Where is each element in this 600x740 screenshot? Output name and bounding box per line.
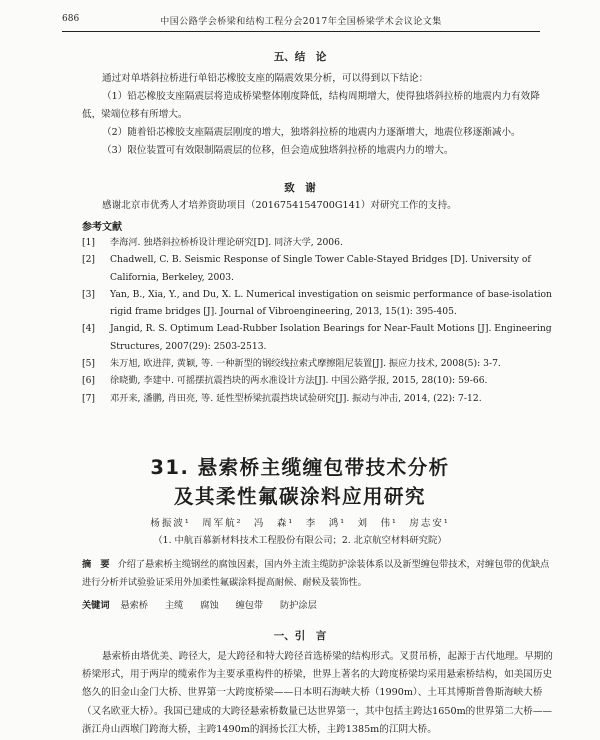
introduction-body <box>82 648 556 739</box>
keyword: 缠包带 <box>235 600 264 611</box>
reference-item: [3] Yan, B., Xia, Y., and Du, X. L. Numerical investigation on seismic performance of base-isolation rigid frame bridges [J]. Journal of Vibroengineering, 2013, 15(1): 395-405. <box>82 288 552 318</box>
acknowledgement-title: 致 谢 <box>284 182 316 194</box>
keyword: 防护涂层 <box>280 600 317 611</box>
introduction-title: 一、引 言 <box>273 630 327 642</box>
keyword: 腐蚀 <box>200 600 219 611</box>
acknowledgement-body <box>82 197 556 215</box>
conclusion-point-1: （1）铅芯橡胶支座隔震层将造成桥梁整体刚度降低，结构周期增大，使得独塔斜拉桥的地震内力有效降低，梁端位移有所增大。 <box>82 91 540 120</box>
acknowledgement-text: 感谢北京市优秀人才培养资助项目（2016754154700G141）对研究工作的支持。 <box>102 200 457 211</box>
reference-item: [4] Jangid, R. S. Optimum Lead-Rubber Isolation Bearings for Near-Fault Motions [J]. Engineering Structures, 2007(29): 2503-2513. <box>82 323 552 352</box>
abstract-text: 介绍了悬索桥主缆钢丝的腐蚀因素，国内外主流主缆防护涂装体系以及新型缠包带技术，对缠包带的优缺点进行分析并试验验证采用外加柔性氟碳涂料提高耐候、耐候及装饰性。 <box>82 559 550 588</box>
article-affiliation: （1. 中航百慕新材料技术工程股份有限公司；2. 北京航空材料研究院） <box>153 535 447 546</box>
reference-item: [5] 朱万旭, 欧进萍, 黄颖, 等. 一种新型的钢绞线拉索式摩擦阻尼装置[J]. 振应力技术, 2008(5): 3-7. <box>82 358 501 370</box>
conclusion-title: 五、结 论 <box>273 51 327 63</box>
article-authors: 杨振波¹ 周军航² 冯 森¹ 李 鸿¹ 刘 伟¹ 房志安¹ <box>150 518 450 529</box>
conclusion-point-3: （3）限位装置可有效限制隔震层的位移，但会造成独塔斜拉桥的地震内力的增大。 <box>102 145 454 156</box>
references-title: 参考文献 <box>82 222 122 233</box>
abstract-label: 摘 要 <box>82 559 110 570</box>
running-header <box>62 14 540 28</box>
article-title-line-2: 及其柔性氟碳涂料应用研究 <box>173 485 426 508</box>
introduction-text: 悬索桥由塔优美、跨径大，是大跨径和特大跨径首选桥梁的结构形式。叉贯吊桥，起源于古代地理。早期的桥梁形式，用于两岸的缆索作为主要承重构件的桥梁，世界上著名的大跨度桥梁均采用悬索桥结构，如美国历史悠久的旧金山金门大桥、世界第一大跨度桥梁——日本明石海峡大桥（1990m）、土耳其博斯普鲁斯海峡大桥（又名欧亚大桥）。我国已建成的大跨径悬索桥数量已达世界第一，其中包括主跨达1650m的世界第二大桥——浙江舟山西堠门跨海大桥，主跨1490m的润扬长江大桥，主跨1385m的江阴大桥。 <box>82 651 553 735</box>
header-rule <box>62 31 540 32</box>
reference-item: [1] 李海河. 独塔斜拉桥桥设计理论研究[D]. 同济大学, 2006. <box>82 237 343 248</box>
keyword: 悬索桥 <box>120 600 149 611</box>
keywords <box>82 597 556 611</box>
conclusion-point-2: （2）随着铅芯橡胶支座隔震层刚度的增大，独塔斜拉桥的地震内力逐渐增大，地震位移逐渐减小。 <box>102 127 521 138</box>
reference-item: [2] Chadwell, C. B. Seismic Response of Single Tower Cable-Stayed Bridges [D]. University of California, Berkeley, 2003. <box>82 254 531 283</box>
reference-item: [7] 邓开来, 潘鹏, 肖田亮, 等. 延性型桥梁抗震挡块试验研究[J]. 振动与冲击, 2014, (22): 7-12. <box>82 392 482 404</box>
keyword: 主缆 <box>164 600 184 611</box>
reference-item: [6] 徐晓勤, 李建中. 可摇摆抗震挡块的两水准设计方法[J]. 中国公路学报, 2015, 28(10): 59-66. <box>82 375 488 387</box>
conclusion-intro: 通过对单塔斜拉桥进行单铅芯橡胶支座的隔震效果分析，可以得到以下结论： <box>102 73 429 84</box>
running-head-title: 中国公路学会桥梁和结构工程分会2017年全国桥梁学术会议论文集 <box>160 17 442 27</box>
article-title-line-1: 31. 悬索桥主缆缠包带技术分析 <box>150 456 450 479</box>
page-number: 686 <box>62 14 80 24</box>
abstract <box>82 556 556 591</box>
conclusion-body <box>82 70 556 160</box>
reference-list <box>82 234 556 407</box>
keywords-label: 关键词 <box>82 600 110 611</box>
